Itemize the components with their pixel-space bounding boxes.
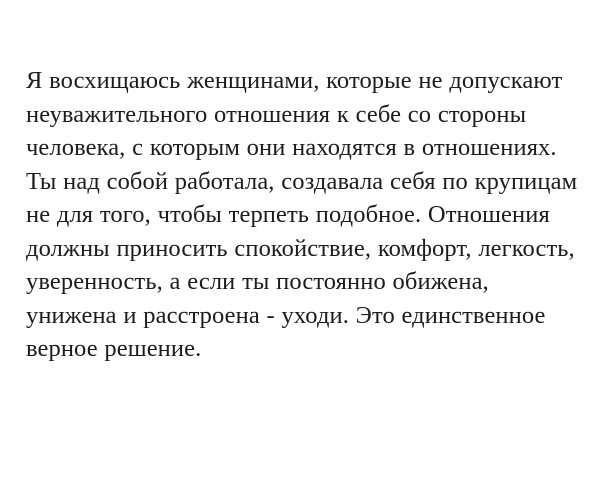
quote-block [26, 64, 584, 366]
quote-text: Я восхищаюсь женщинами, которые не допускают неуважительного отношения к себе со стороны человека, с которым они находятся в отношениях. Ты над собой работала, создавала себя по крупицам не для того, чтобы терпеть подобное. Отношения должны приносить спокойствие, комфорт, легкость, уверенность, а если ты постоянно обижена, унижена и расстроена - уходи. Это единственное верное решение. [26, 67, 584, 362]
